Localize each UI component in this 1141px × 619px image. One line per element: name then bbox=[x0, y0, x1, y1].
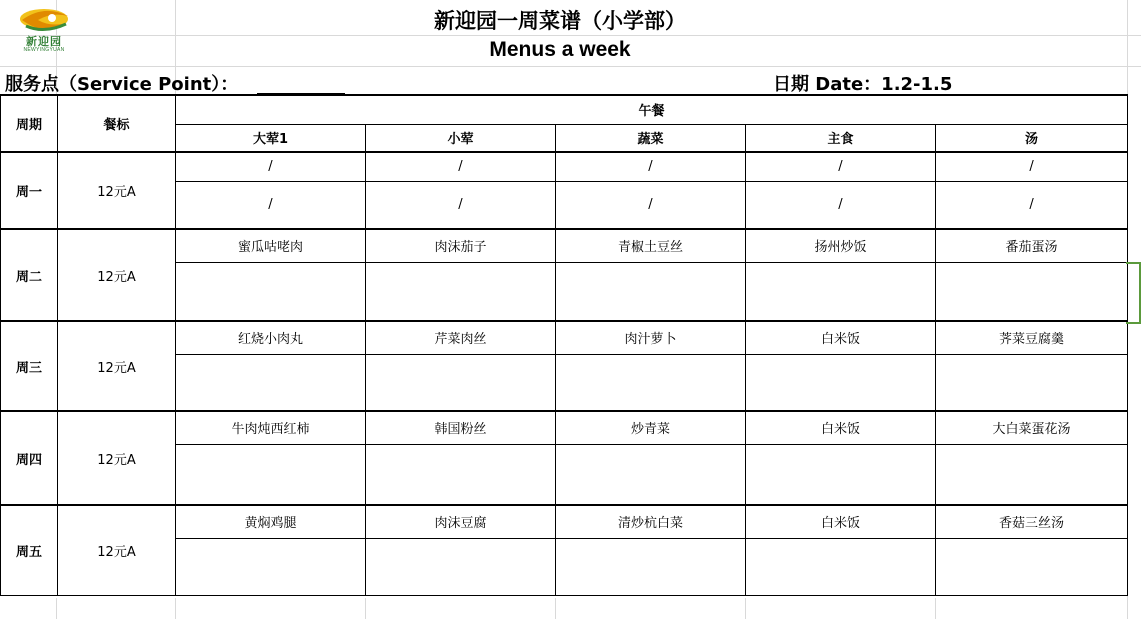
dish-cell[interactable]: / bbox=[936, 152, 1128, 181]
dish-cell[interactable]: / bbox=[746, 181, 936, 229]
dish-cell[interactable]: 扬州炒饭 bbox=[746, 229, 936, 262]
cell-selection-indicator bbox=[1126, 262, 1141, 324]
dish-cell[interactable] bbox=[176, 262, 366, 321]
header-dish-1[interactable]: 大荤1 bbox=[176, 124, 366, 152]
dish-cell[interactable] bbox=[176, 538, 366, 595]
dish-cell[interactable] bbox=[746, 354, 936, 411]
gridline bbox=[365, 598, 366, 619]
gridline bbox=[0, 66, 1141, 67]
dish-cell[interactable] bbox=[746, 538, 936, 595]
date-label: 日期 Date：1.2-1.5 bbox=[773, 74, 953, 95]
dish-cell[interactable]: 白米饭 bbox=[746, 505, 936, 538]
gridline bbox=[555, 598, 556, 619]
dish-cell[interactable] bbox=[366, 444, 556, 505]
dish-cell[interactable] bbox=[556, 444, 746, 505]
price-cell[interactable]: 12元A bbox=[58, 411, 176, 505]
dish-cell[interactable] bbox=[936, 444, 1128, 505]
header-dish-2[interactable]: 小荤 bbox=[366, 124, 556, 152]
dish-cell[interactable]: 肉汁萝卜 bbox=[556, 321, 746, 354]
gridline bbox=[56, 598, 57, 619]
dish-cell[interactable] bbox=[936, 262, 1128, 321]
price-cell[interactable]: 12元A bbox=[58, 229, 176, 321]
header-dish-5[interactable]: 汤 bbox=[936, 124, 1128, 152]
dish-cell[interactable] bbox=[176, 444, 366, 505]
price-cell[interactable]: 12元A bbox=[58, 505, 176, 595]
day-cell[interactable]: 周三 bbox=[1, 321, 58, 411]
dish-cell[interactable]: / bbox=[176, 152, 366, 181]
dish-cell[interactable] bbox=[556, 538, 746, 595]
day-cell[interactable]: 周四 bbox=[1, 411, 58, 505]
price-cell[interactable]: 12元A bbox=[58, 152, 176, 229]
dish-cell[interactable] bbox=[936, 538, 1128, 595]
dish-cell[interactable]: / bbox=[746, 152, 936, 181]
dish-cell[interactable]: 炒青菜 bbox=[556, 411, 746, 444]
dish-cell[interactable]: 肉沫茄子 bbox=[366, 229, 556, 262]
logo-subtext: NEWYINGYUAN bbox=[23, 47, 65, 53]
dish-cell[interactable]: 黄焖鸡腿 bbox=[176, 505, 366, 538]
header-price[interactable]: 餐标 bbox=[58, 95, 176, 152]
dish-cell[interactable] bbox=[366, 262, 556, 321]
dish-cell[interactable]: 番茄蛋汤 bbox=[936, 229, 1128, 262]
header-dish-4[interactable]: 主食 bbox=[746, 124, 936, 152]
dish-cell[interactable]: / bbox=[366, 181, 556, 229]
dish-cell[interactable] bbox=[746, 444, 936, 505]
dish-cell[interactable]: 芹菜肉丝 bbox=[366, 321, 556, 354]
gridline bbox=[935, 598, 936, 619]
service-point-label: 服务点（Service Point）： bbox=[5, 74, 239, 95]
dish-cell[interactable]: 青椒土豆丝 bbox=[556, 229, 746, 262]
menu-table bbox=[0, 94, 1128, 596]
dish-cell[interactable] bbox=[176, 354, 366, 411]
dish-cell[interactable] bbox=[936, 354, 1128, 411]
header-lunch[interactable]: 午餐 bbox=[176, 95, 1128, 124]
dish-cell[interactable]: 红烧小肉丸 bbox=[176, 321, 366, 354]
price-cell[interactable]: 12元A bbox=[58, 321, 176, 411]
day-cell[interactable]: 周一 bbox=[1, 152, 58, 229]
dish-cell[interactable]: 大白菜蛋花汤 bbox=[936, 411, 1128, 444]
dish-cell[interactable]: 白米饭 bbox=[746, 411, 936, 444]
dish-cell[interactable] bbox=[556, 354, 746, 411]
dish-cell[interactable]: 牛肉炖西红柿 bbox=[176, 411, 366, 444]
dish-cell[interactable]: 肉沫豆腐 bbox=[366, 505, 556, 538]
logo-text: 新迎园 bbox=[26, 35, 62, 48]
dish-cell[interactable]: 韩国粉丝 bbox=[366, 411, 556, 444]
dish-cell[interactable]: / bbox=[176, 181, 366, 229]
header-week[interactable]: 周期 bbox=[1, 95, 58, 152]
page-title: 新迎园一周菜谱（小学部） bbox=[434, 9, 686, 33]
dish-cell[interactable] bbox=[746, 262, 936, 321]
dish-cell[interactable]: / bbox=[366, 152, 556, 181]
page-subtitle: Menus a week bbox=[489, 38, 631, 61]
dish-cell[interactable]: / bbox=[556, 181, 746, 229]
dish-cell[interactable]: 荠菜豆腐羹 bbox=[936, 321, 1128, 354]
dish-cell[interactable] bbox=[556, 262, 746, 321]
gridline bbox=[0, 35, 1141, 36]
gridline bbox=[175, 598, 176, 619]
gridline bbox=[745, 598, 746, 619]
dish-cell[interactable]: 白米饭 bbox=[746, 321, 936, 354]
dish-cell[interactable] bbox=[366, 538, 556, 595]
dish-cell[interactable]: / bbox=[936, 181, 1128, 229]
dish-cell[interactable]: 蜜瓜咕咾肉 bbox=[176, 229, 366, 262]
day-cell[interactable]: 周五 bbox=[1, 505, 58, 595]
day-cell[interactable]: 周二 bbox=[1, 229, 58, 321]
dish-cell[interactable] bbox=[366, 354, 556, 411]
dish-cell[interactable]: / bbox=[556, 152, 746, 181]
dish-cell[interactable]: 香菇三丝汤 bbox=[936, 505, 1128, 538]
dish-cell[interactable]: 清炒杭白菜 bbox=[556, 505, 746, 538]
header-dish-3[interactable]: 蔬菜 bbox=[556, 124, 746, 152]
